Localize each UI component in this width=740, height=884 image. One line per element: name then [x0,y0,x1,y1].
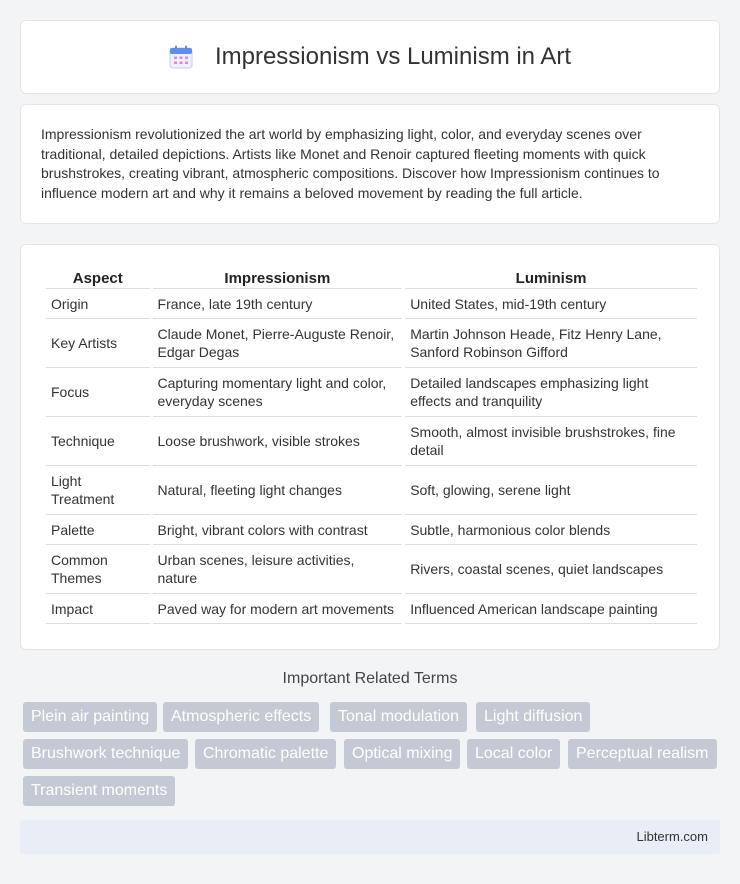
table-cell: Bright, vibrant colors with contrast [153,515,403,545]
column-header: Impressionism [153,265,403,289]
table-row [46,545,697,594]
table-cell: Palette [46,515,150,545]
related-term-tag[interactable]: Light diffusion [476,702,590,732]
related-term-tag[interactable]: Chromatic palette [195,739,336,769]
table-cell: Light Treatment [46,466,150,515]
table-row [46,594,697,624]
table-row [46,289,697,319]
table-cell: Subtle, harmonious color blends [405,515,697,545]
related-term-tag[interactable]: Tonal modulation [330,702,467,732]
related-term-tag[interactable]: Optical mixing [344,739,460,769]
related-term-tag[interactable]: Perceptual realism [568,739,717,769]
table-cell: Influenced American landscape painting [405,594,697,624]
related-term-tag[interactable]: Brushwork technique [23,739,188,769]
table-cell: Soft, glowing, serene light [405,466,697,515]
intro-card [20,104,720,224]
table-cell: Paved way for modern art movements [153,594,403,624]
table-row [46,417,697,466]
calendar-icon [169,45,193,69]
intro-text: Impressionism revolutionized the art world by emphasizing light, color, and everyday scenes over traditional, detailed depictions. Artists like Monet and Renoir captured fleeting moments with quick brushstrokes, creating vibrant, atmospheric compositions. Discover how Impressionism continues to influence modern art and why it remains a beloved movement by reading the full article. [41,126,660,201]
table-cell: Key Artists [46,319,150,368]
table-cell: France, late 19th century [153,289,403,319]
table-cell: Loose brushwork, visible strokes [153,417,403,466]
related-term-tag[interactable]: Atmospheric effects [163,702,319,732]
table-cell: Common Themes [46,545,150,594]
footer-site-link[interactable]: Libterm.com [636,829,708,844]
footer [20,820,720,854]
related-terms-title: Important Related Terms [282,670,458,687]
table-row [46,319,697,368]
column-header: Luminism [405,265,697,289]
table-cell: Claude Monet, Pierre-Auguste Renoir, Edgar Degas [153,319,403,368]
table-cell: Urban scenes, leisure activities, nature [153,545,403,594]
table-cell: Rivers, coastal scenes, quiet landscapes [405,545,697,594]
table-cell: Natural, fleeting light changes [153,466,403,515]
column-header: Aspect [46,265,150,289]
table-row [46,515,697,545]
comparison-table [43,265,700,624]
table-cell: Detailed landscapes emphasizing light effects and tranquility [405,368,697,417]
table-row [46,466,697,515]
related-term-tag[interactable]: Transient moments [23,776,175,806]
comparison-card [20,244,720,650]
table-cell: Focus [46,368,150,417]
header-card [20,20,720,94]
table-cell: Origin [46,289,150,319]
related-term-tag[interactable]: Plein air painting [23,702,157,732]
table-cell: Impact [46,594,150,624]
table-cell: Martin Johnson Heade, Fitz Henry Lane, Sanford Robinson Gifford [405,319,697,368]
table-cell: Technique [46,417,150,466]
table-cell: Capturing momentary light and color, everyday scenes [153,368,403,417]
related-term-tag[interactable]: Local color [467,739,560,769]
table-cell: Smooth, almost invisible brushstrokes, fine detail [405,417,697,466]
table-row [46,368,697,417]
page-title: Impressionism vs Luminism in Art [214,43,572,70]
table-cell: United States, mid-19th century [405,289,697,319]
